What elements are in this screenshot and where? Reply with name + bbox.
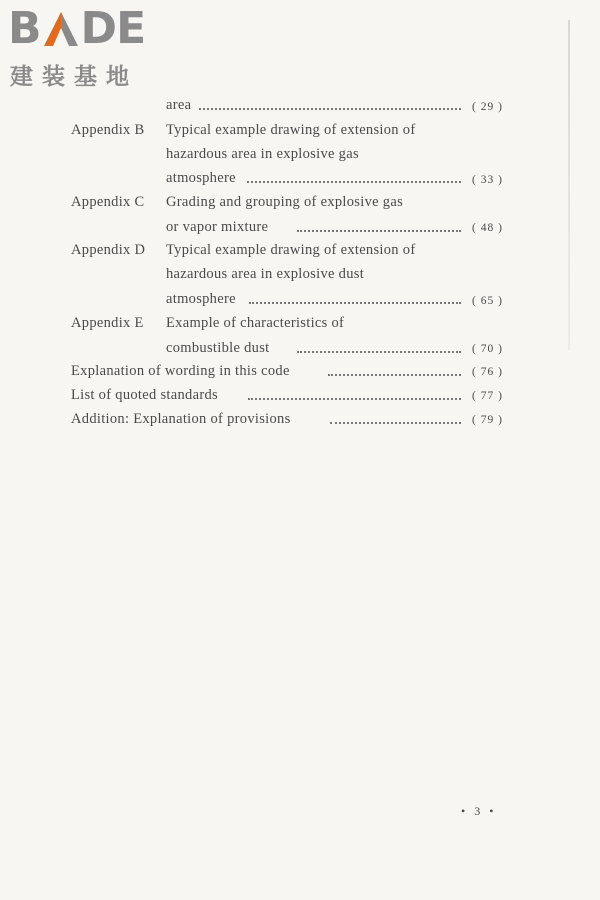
toc-leader-dots (247, 171, 461, 183)
toc-leader-dots (199, 98, 461, 110)
toc-leader-dots (249, 292, 461, 304)
toc-entry-text: atmosphere (166, 170, 236, 186)
toc-page-number: ( 79 ) (472, 414, 503, 426)
toc-page-number: ( 29 ) (472, 101, 503, 113)
page-folio: • 3 • (461, 804, 497, 818)
toc-page-number: ( 65 ) (472, 295, 503, 307)
toc-entry-text: Typical example drawing of extension of (166, 242, 416, 258)
toc-entry-text: Grading and grouping of explosive gas (166, 194, 404, 210)
toc-leader-dots (330, 412, 461, 424)
toc-entry-text: combustible dust (166, 340, 270, 356)
logo-letter-b: B (8, 3, 41, 54)
toc-entry-text: Typical example drawing of extension of (166, 122, 416, 138)
toc-entry-text: List of quoted standards (71, 387, 218, 403)
toc-page-number: ( 48 ) (472, 222, 503, 234)
toc-entry-label: Appendix E (71, 315, 144, 331)
toc-page-number: ( 76 ) (472, 366, 503, 378)
toc-entry-text: hazardous area in explosive dust (166, 266, 365, 282)
toc-page-number: ( 70 ) (472, 343, 503, 355)
toc-entry-text: atmosphere (166, 291, 236, 307)
toc-entry-text: Addition: Explanation of provisions (71, 411, 291, 427)
logo-subtitle: 建装基地 (10, 64, 138, 90)
toc-page-number: ( 77 ) (472, 390, 503, 402)
toc-leader-dots (328, 364, 461, 376)
toc-entry-label: Appendix D (71, 242, 146, 258)
toc-entry-text: or vapor mixture (166, 219, 269, 235)
toc-leader-dots (248, 388, 461, 400)
toc-entry-text: Explanation of wording in this code (71, 363, 290, 379)
toc-page-number: ( 33 ) (472, 174, 503, 186)
toc-entry-text: area (166, 97, 192, 113)
toc-entry-text: Example of characteristics of (166, 315, 345, 331)
toc-entry-label: Appendix B (71, 122, 145, 138)
toc-entry-label: Appendix C (71, 194, 145, 210)
toc-entry-text: hazardous area in explosive gas (166, 146, 359, 162)
toc-leader-dots (297, 220, 461, 232)
toc-leader-dots (297, 341, 461, 353)
logo-letters-de: DE (80, 3, 146, 54)
